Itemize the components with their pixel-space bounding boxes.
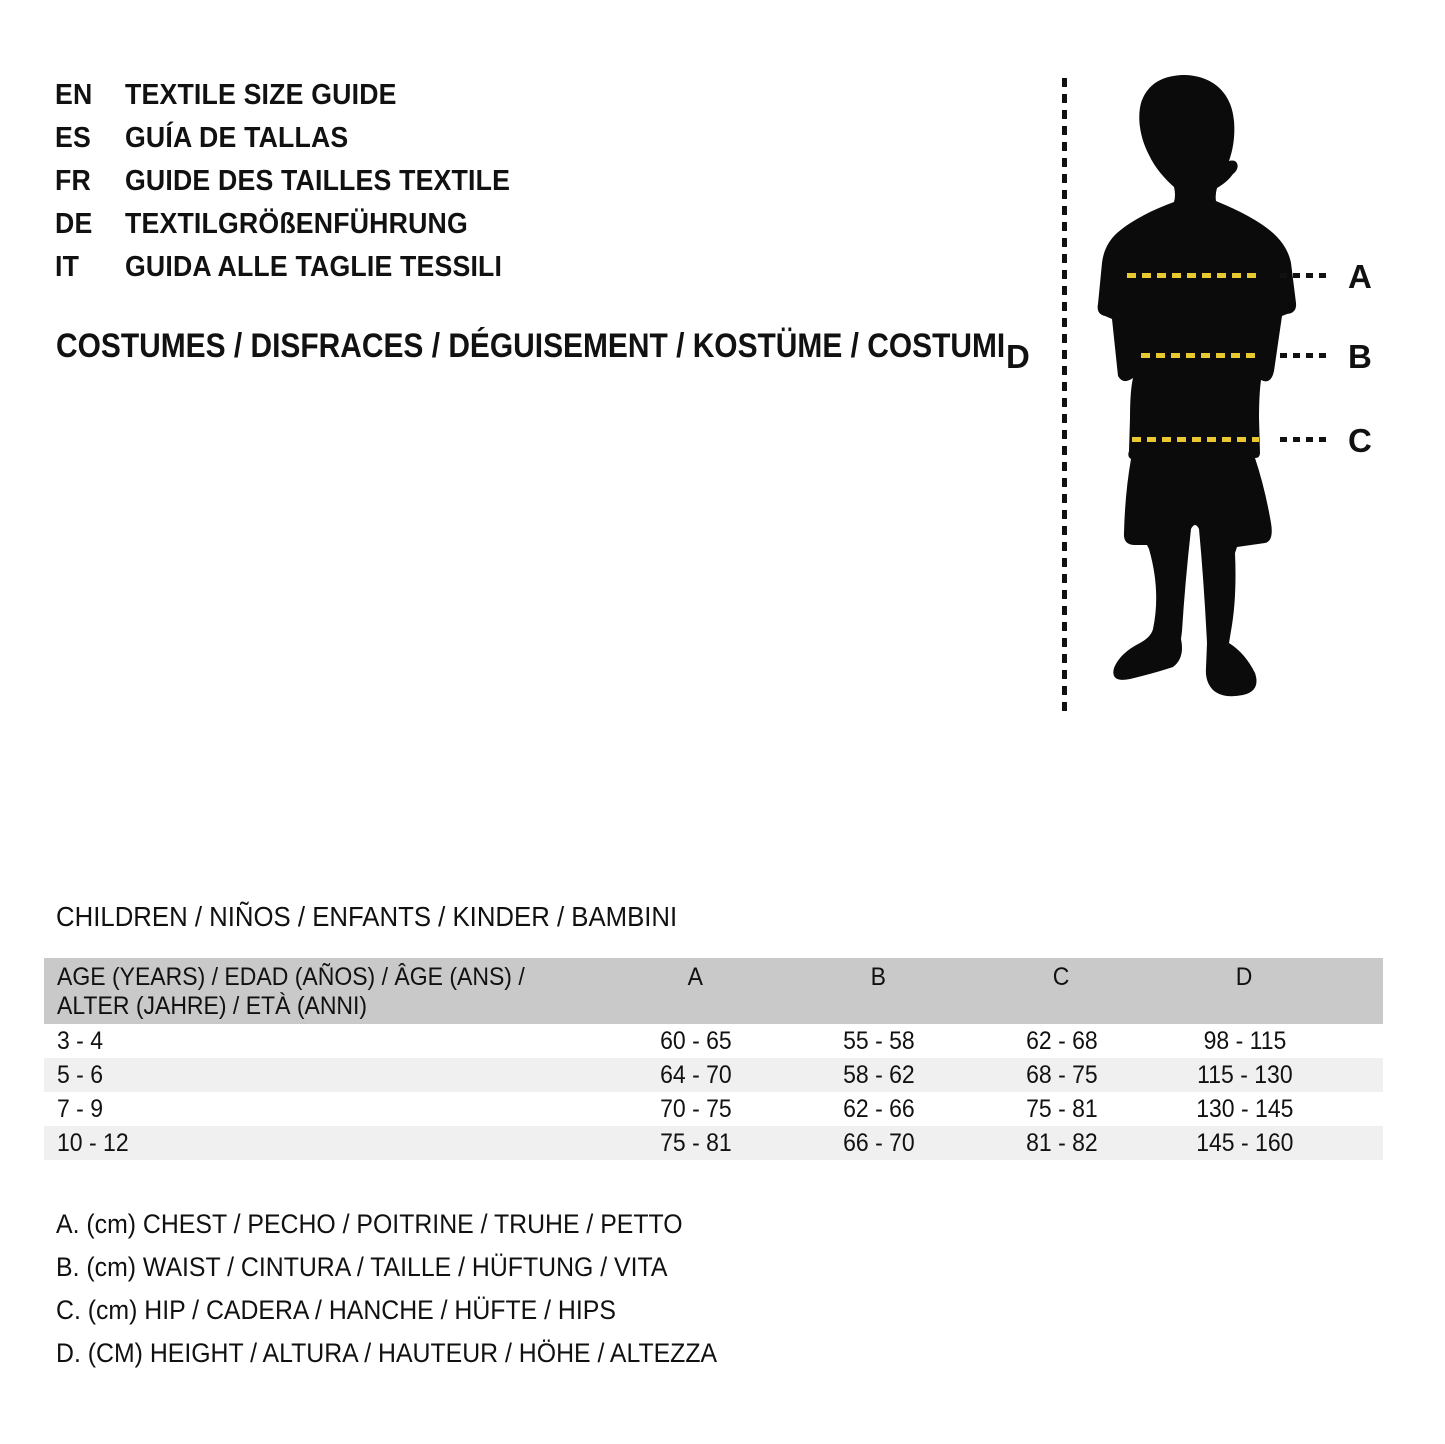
age-header-cell: AGE (YEARS) / EDAD (AÑOS) / ÂGE (ANS) / ALTER (JAHRE) / ETÀ (ANNI) [57, 963, 525, 1020]
table-row-age-3-4 [44, 1024, 1383, 1058]
hip-measure-line [1132, 437, 1259, 442]
chest-value: 60 - 65 [659, 1026, 732, 1055]
age-value: 3 - 4 [57, 1026, 104, 1055]
waist-value: 62 - 66 [842, 1094, 915, 1123]
label-height-d: D [1006, 338, 1030, 375]
waist-value: 58 - 62 [842, 1060, 915, 1089]
guide-title-it: GUIDA ALLE TAGLIE TESSILI [125, 251, 503, 283]
guide-title-de: TEXTILGRÖßENFÜHRUNG [125, 208, 468, 240]
size-table [44, 958, 1383, 1160]
hip-connector-line [1280, 437, 1332, 442]
hip-value: 75 - 81 [1025, 1094, 1098, 1123]
age-value: 10 - 12 [57, 1128, 129, 1157]
legend-chest: A. (cm) CHEST / PECHO / POITRINE / TRUHE / PETTO [56, 1209, 683, 1239]
height-value: 98 - 115 [1203, 1026, 1286, 1055]
table-row-age-10-12 [44, 1126, 1383, 1160]
measurement-legend [56, 1203, 775, 1375]
language-code: IT [55, 251, 80, 283]
label-hip-c: C [1348, 422, 1372, 459]
guide-title-en: TEXTILE SIZE GUIDE [125, 79, 397, 111]
guide-title-fr: GUIDE DES TAILLES TEXTILE [125, 165, 511, 197]
language-row-en [55, 74, 544, 117]
language-code: ES [55, 122, 91, 154]
language-title-list [55, 74, 544, 289]
label-chest-a: A [1348, 258, 1372, 295]
chest-measure-line [1127, 273, 1258, 278]
language-row-de [55, 203, 544, 246]
label-waist-b: B [1348, 338, 1372, 375]
chest-value: 64 - 70 [659, 1060, 732, 1089]
language-row-fr [55, 160, 544, 203]
height-value: 130 - 145 [1195, 1094, 1294, 1123]
language-code: EN [55, 79, 93, 111]
column-header-d: D [1236, 963, 1253, 991]
legend-waist: B. (cm) WAIST / CINTURA / TAILLE / HÜFTUNG / VITA [56, 1252, 668, 1282]
waist-measure-line [1141, 353, 1258, 358]
language-row-it [55, 246, 544, 289]
chest-value: 75 - 81 [659, 1128, 732, 1157]
language-row-es [55, 117, 544, 160]
column-header-a: A [687, 963, 704, 991]
language-code: FR [55, 165, 91, 197]
waist-value: 55 - 58 [842, 1026, 915, 1055]
category-heading: COSTUMES / DISFRACES / DÉGUISEMENT / KOSTÜME / COSTUMI [56, 327, 1006, 365]
hip-value: 62 - 68 [1025, 1026, 1098, 1055]
column-header-c: C [1053, 963, 1070, 991]
chest-value: 70 - 75 [659, 1094, 732, 1123]
age-value: 7 - 9 [57, 1094, 104, 1123]
waist-connector-line [1280, 353, 1332, 358]
table-header-row [44, 958, 1383, 1024]
legend-height: D. (CM) HEIGHT / ALTURA / HAUTEUR / HÖHE / ALTEZZA [56, 1338, 718, 1368]
waist-value: 66 - 70 [842, 1128, 915, 1157]
children-section-heading: CHILDREN / NIÑOS / ENFANTS / KINDER / BAMBINI [56, 901, 678, 932]
height-value: 145 - 160 [1195, 1128, 1294, 1157]
hip-value: 68 - 75 [1025, 1060, 1098, 1089]
table-row-age-7-9 [44, 1092, 1383, 1126]
height-reference-dotted-line [1062, 78, 1067, 716]
table-row-age-5-6 [44, 1058, 1383, 1092]
age-value: 5 - 6 [57, 1060, 104, 1089]
legend-hip: C. (cm) HIP / CADERA / HANCHE / HÜFTE / HIPS [56, 1295, 616, 1325]
height-value: 115 - 130 [1196, 1060, 1293, 1089]
hip-value: 81 - 82 [1025, 1128, 1098, 1157]
language-code: DE [55, 208, 93, 240]
child-silhouette [1085, 73, 1307, 718]
chest-connector-line [1280, 273, 1332, 278]
guide-title-es: GUÍA DE TALLAS [125, 122, 349, 154]
column-header-b: B [870, 963, 887, 991]
